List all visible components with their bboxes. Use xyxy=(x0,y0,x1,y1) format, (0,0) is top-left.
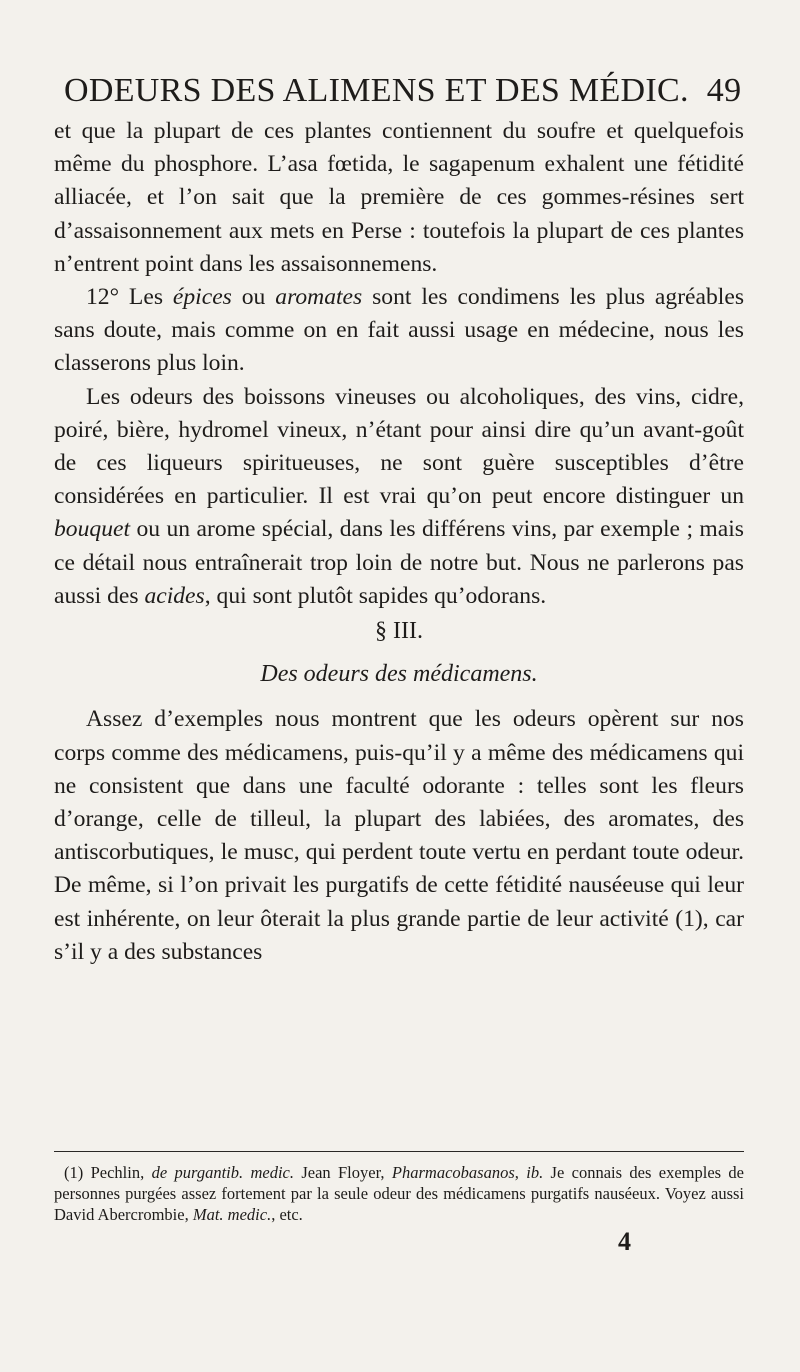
signature-mark: 4 xyxy=(618,1227,631,1256)
page-number: 49 xyxy=(706,72,742,109)
paragraph-2: 12° Les épices ou aromates sont les condimens les plus agréables sans doute, mais comme on en fait aussi usage en médecine, nous les classerons plus loin. xyxy=(54,284,745,377)
running-header xyxy=(64,72,742,110)
running-title: ODEURS DES ALIMENS ET DES MÉDIC. xyxy=(64,72,689,109)
footnote-divider xyxy=(54,1151,744,1152)
paragraph-1: et que la plupart de ces plantes contiennent du soufre et quelquefois même du phosphore. L’asa fœtida, le sagapenum exhalent une fétidité alliacée, et l’on sait que la première de ces gommes-résines sert d’assaisonnement aux mets en Perse : toutefois la plupart de ces plantes n’entrent point dans les assaisonnemens. xyxy=(54,118,744,277)
section-number: § III. xyxy=(375,618,423,645)
italic-term: aromates xyxy=(275,284,363,311)
italic-term: acides xyxy=(144,582,205,609)
italic-term: bouquet xyxy=(54,516,131,543)
section-title: Des odeurs des médicamens. xyxy=(260,661,538,688)
footnote: (1) Pechlin, de purgantib. medic. Jean Floyer, Pharmacobasanos, ib. Je connais des exemples de personnes purgées assez fortement par la seule odeur des médicamens purgatifs nauséeux. Voyez aussi David Abercrombie, Mat. medic., etc. xyxy=(54,1163,744,1224)
paragraph-3: Les odeurs des boissons vineuses ou alcoholiques, des vins, cidre, poiré, bière, hydromel vineux, n’étant pour ainsi dire qu’un avant-goût de ces liqueurs spiritueuses, ne sont guère susceptibles d’être considérées en particulier. Il est vrai qu’on peut encore distinguer un bouquet ou un arome spécial, dans les différens vins, par exemple ; mais ce détail nous entraînerait trop loin de notre but. Nous ne parlerons pas aussi des acides, qui sont plutôt sapides qu’odorans. xyxy=(54,383,744,609)
body-text xyxy=(54,115,744,969)
italic-term: épices xyxy=(172,284,232,311)
paragraph-4: Assez d’exemples nous montrent que les odeurs opèrent sur nos corps comme des médicamens, puis-qu’il y a même des médicamens qui ne consistent que dans une faculté odorante : telles sont les fleurs d’orange, celle de tilleul, la plupart des labiées, des aromates, des antiscorbutiques, le musc, qui perdent toute vertu en perdant toute odeur. De même, si l’on privait les purgatifs de cette fétidité nauséeuse qui leur est inhérente, on leur ôterait la plus grande partie de leur activité (1), car s’il y a des substances xyxy=(54,706,744,965)
